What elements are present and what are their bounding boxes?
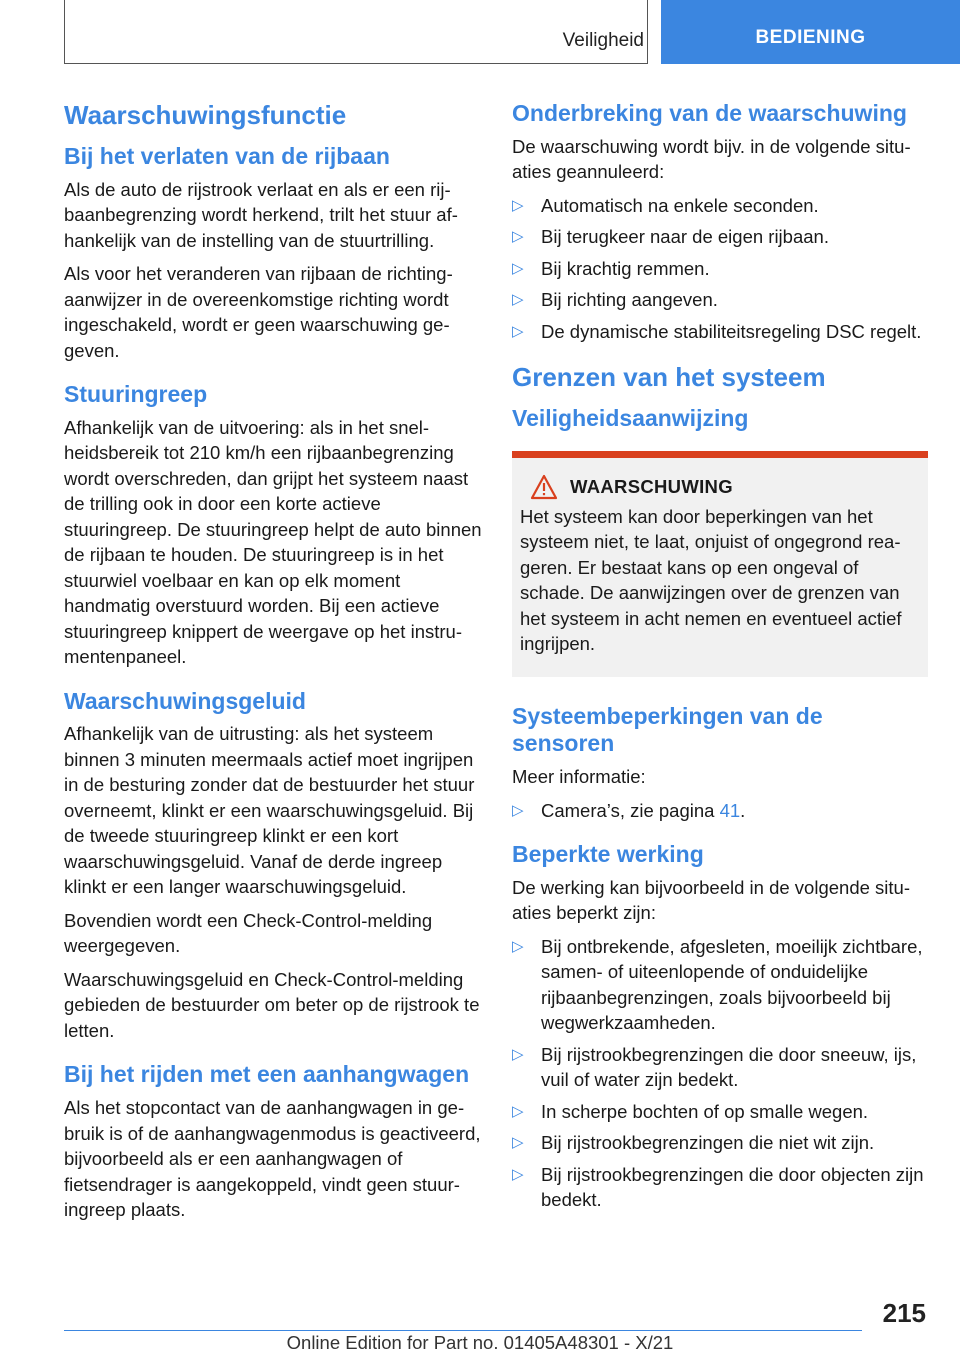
paragraph: De werking kan bijvoorbeeld in de volgende situaties beperkt zijn: [512,876,910,924]
list-item: ▷ Bij rijstrookbegrenzingen die door sneeuw, ijs, vuil of water zijn bedekt. [512,1043,917,1091]
bullet-list [512,798,928,824]
header-chapter-tab: BEDIENING [661,0,960,64]
triangle-bullet-icon: ▷ [512,1134,524,1152]
paragraph: Afhankelijk van de uitrusting: als het systeem binnen 3 minuten meermaals actief moet ingrijpen in de besturing zonder dat de bestuurder het stuur overneemt, klinkt er een waarschuwingsgeluid. Bij de tweede stuuringreep klinkt er een kort waarschuwingsgeluid. Vanaf de derde ingreep klinkt er een langer waarschuwingsgeluid. [64,723,475,898]
list-item: ▷ Bij ontbrekende, afgesleten, moeilijk zichtbare, samen- of uiteenlopende of onduidelijke rijbaanbegrenzingen, zoals bijvoorbeeld bij wegwerkzaamheden. [512,935,923,1034]
paragraph: Meer informatie: [512,766,646,788]
list-item: ▷ De dynamische stabiliteitsregeling DSC regelt. [512,319,928,345]
bullet-list [512,934,928,1213]
heading-steering-intervention: Stuuringreep [64,381,208,408]
page-reference-link[interactable]: 41 [719,799,741,821]
triangle-bullet-icon: ▷ [512,259,524,277]
list-item: ▷ Bij richting aangeven. [512,287,928,313]
warning-title: WAARSCHUWING [520,474,920,500]
list-item: ▷ Bij krachtig remmen. [512,256,928,282]
heading-trailer: Bij het rijden met een aanhangwagen [64,1061,470,1088]
header-section-title: Veiligheid [562,30,644,51]
paragraph: Als voor het veranderen van rijbaan de richtingaanwijzer in de overeenkomstige richting wordt ingeschakeld, wordt er geen waarschuwing gegeven. [64,263,453,361]
warning-box [512,451,928,677]
heading-sensor-limits: Systeembeperkingen van de sensoren [512,702,823,757]
page-title: Waarschuwingsfunctie [64,100,347,130]
triangle-bullet-icon: ▷ [512,228,524,246]
paragraph: Als de auto de rijstrook verlaat en als er een rijbaanbegrenzing wordt herkend, trilt het stuur afhankelijk van de instelling van de stuurtrilling. [64,178,458,251]
paragraph: Afhankelijk van de uitvoering: als in het snelheidsbereik tot 210 km/h een rijbaanbegrenzing wordt overschreden, dan grijpt het systeem naast de trilling ook in door een korte actieve stuuringreep. De stuuringreep helpt de auto binnen de rijbaan te houden. De stuuringreep is in het stuurwiel voelbaar en kan op elk moment handmatig overstuurd worden. Bij een actieve stuuringreep knippert de weergave op het instrumentenpaneel. [64,416,482,668]
heading-warning-sound: Waarschuwingsgeluid [64,687,306,714]
page-number: 215 [882,1298,926,1328]
triangle-bullet-icon: ▷ [512,1045,524,1063]
left-column [64,100,482,1231]
paragraph: Als het stopcontact van de aanhangwagen in gebruik is of de aanhangwagenmodus is geactiveerd, bijvoorbeeld als er een aanhangwagen of fietsendrager is aangekoppeld, vindt geen stuuringreep plaats. [64,1097,481,1221]
warning-triangle-icon [530,474,558,500]
triangle-bullet-icon: ▷ [512,1102,524,1120]
triangle-bullet-icon: ▷ [512,1165,524,1183]
footer-divider [64,1330,862,1331]
list-item: ▷ Automatisch na enkele seconden. [512,193,928,219]
heading-interruption: Onderbreking van de waarschuwing [512,100,907,126]
heading-lane-departure: Bij het verlaten van de rijbaan [64,143,390,170]
list-item: ▷ Bij rijstrookbegrenzingen die door objecten zijn bedekt. [512,1163,924,1211]
list-item: ▷ Bij terugkeer naar de eigen rijbaan. [512,224,928,250]
footer-edition: Online Edition for Part no. 01405A48301 - X/21 [286,1332,674,1353]
paragraph: Bovendien wordt een Check-Control-melding weergegeven. [64,909,433,957]
triangle-bullet-icon: ▷ [512,322,524,340]
warning-text: Het systeem kan door beperkingen van het systeem niet, te laat, onjuist of ongegrond reageren. Er bestaat kans op een ongeval of schade. De aanwijzingen over de grenzen van het systeem in acht nemen en eventueel actief ingrijpen. [520,505,902,655]
header-frame [64,0,648,64]
triangle-bullet-icon: ▷ [512,291,524,309]
heading-limited-function: Beperkte werking [512,841,704,868]
section-title-system-limits: Grenzen van het systeem [512,362,826,393]
list-item: ▷ Bij rijstrookbegrenzingen die niet wit zijn. [512,1130,928,1156]
triangle-bullet-icon: ▷ [512,937,524,955]
list-item: ▷ Camera’s, zie pagina 41. [512,798,928,824]
paragraph: De waarschuwing wordt bijv. in de volgende situaties geannuleerd: [512,135,911,183]
triangle-bullet-icon: ▷ [512,196,524,214]
triangle-bullet-icon: ▷ [512,801,524,819]
heading-safety-note: Veiligheidsaanwijzing [512,405,749,432]
bullet-list [512,193,928,345]
paragraph: Waarschuwingsgeluid en Check-Control-melding gebieden de bestuurder om beter op de rijstrook te letten. [64,968,480,1041]
right-column [512,100,928,1219]
list-item: ▷ In scherpe bochten of op smalle wegen. [512,1099,928,1125]
